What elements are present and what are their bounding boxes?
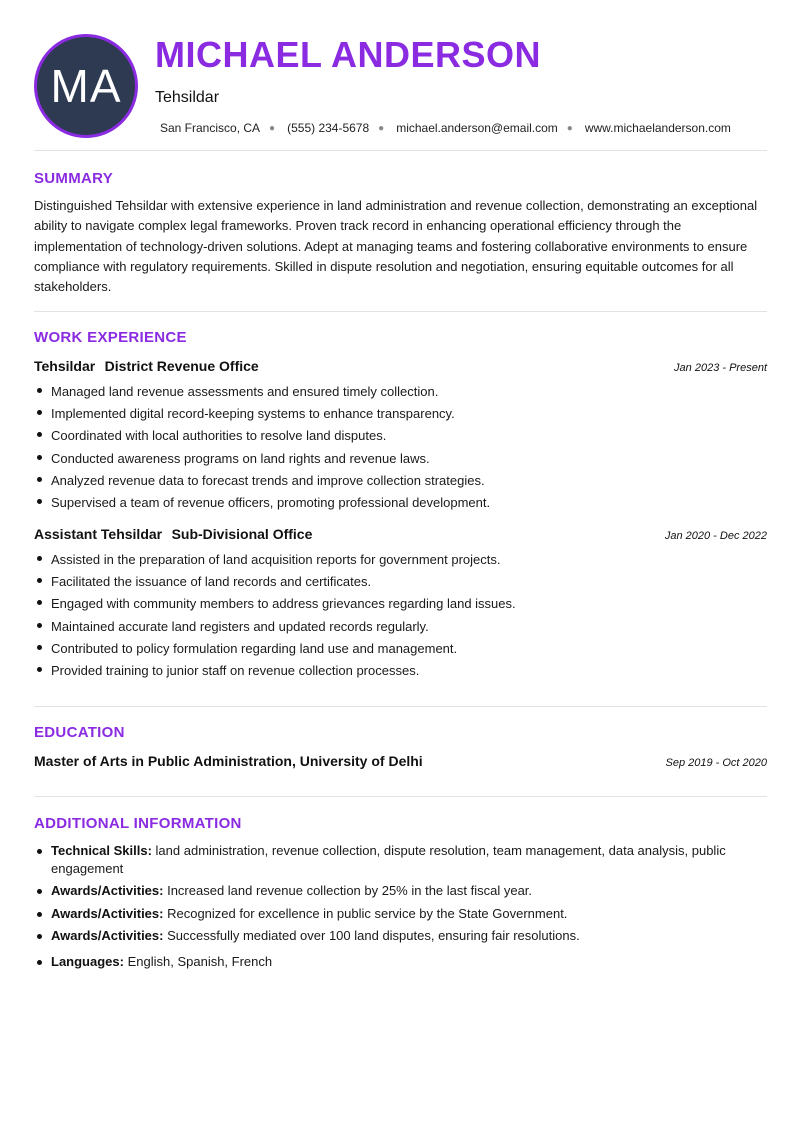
additional-list <box>34 842 767 971</box>
bullet-separator-icon: ● <box>566 122 573 134</box>
job-entry <box>34 526 767 682</box>
job-title: Tehsildar <box>34 358 96 374</box>
candidate-role: Tehsildar <box>155 89 220 106</box>
contact-phone: (555) 234-5678 <box>287 121 370 135</box>
list-item <box>34 927 767 945</box>
list-item: Facilitated the issuance of land records and certificates. <box>34 571 767 593</box>
education-date: Sep 2019 - Oct 2020 <box>665 757 767 769</box>
divider <box>34 796 767 797</box>
list-item: Assisted in the preparation of land acquisition reports for government projects. <box>34 549 767 571</box>
item-text: Successfully mediated over 100 land disputes, ensuring fair resolutions. <box>167 928 580 944</box>
item-text: land administration, revenue collection, dispute resolution, team management, data analysis, public engagement <box>51 843 726 876</box>
resume-header <box>0 0 800 150</box>
experience-section <box>34 329 767 346</box>
item-label: Awards/Activities: <box>51 928 164 944</box>
section-title-summary: SUMMARY <box>34 170 114 187</box>
list-item: Managed land revenue assessments and ensured timely collection. <box>34 381 767 403</box>
job-entry <box>34 358 767 514</box>
list-item <box>34 842 767 878</box>
bullet-separator-icon: ● <box>269 122 276 134</box>
job-title: Assistant Tehsildar <box>34 526 163 542</box>
divider <box>34 311 767 312</box>
section-title-education: EDUCATION <box>34 724 125 741</box>
list-item: Engaged with community members to address grievances regarding land issues. <box>34 593 767 615</box>
section-title-experience: WORK EXPERIENCE <box>34 329 187 346</box>
candidate-name: MICHAEL ANDERSON <box>155 34 542 75</box>
item-text: Increased land revenue collection by 25% in the last fiscal year. <box>167 883 533 899</box>
job-date: Jan 2023 - Present <box>674 362 767 374</box>
divider <box>34 150 767 151</box>
item-label: Technical Skills: <box>51 843 152 858</box>
list-item: Implemented digital record-keeping systems to enhance transparency. <box>34 403 767 425</box>
list-item: Coordinated with local authorities to resolve land disputes. <box>34 425 767 447</box>
list-item: Conducted awareness programs on land rights and revenue laws. <box>34 448 767 470</box>
item-label: Languages: <box>51 954 124 970</box>
job-bullets <box>34 381 767 514</box>
additional-section <box>34 815 767 976</box>
list-item: Supervised a team of revenue officers, promoting professional development. <box>34 492 767 514</box>
list-item <box>34 953 767 971</box>
section-title-additional: ADDITIONAL INFORMATION <box>34 815 242 832</box>
list-item: Contributed to policy formulation regarding land use and management. <box>34 638 767 660</box>
divider <box>34 706 767 707</box>
contact-email[interactable]: michael.anderson@email.com <box>396 121 558 135</box>
item-label: Awards/Activities: <box>51 905 164 921</box>
job-header <box>34 358 767 376</box>
list-item <box>34 905 767 923</box>
avatar-initials: MA <box>50 60 122 112</box>
avatar <box>34 34 138 138</box>
job-header <box>34 526 767 544</box>
list-item: Maintained accurate land registers and updated records regularly. <box>34 616 767 638</box>
summary-section <box>34 170 767 297</box>
list-item <box>34 882 767 900</box>
list-item: Analyzed revenue data to forecast trends and improve collection strategies. <box>34 470 767 492</box>
job-date: Jan 2020 - Dec 2022 <box>664 530 767 542</box>
education-section <box>34 724 767 769</box>
contact-website[interactable]: www.michaelanderson.com <box>584 121 731 135</box>
job-bullets <box>34 549 767 682</box>
education-entry <box>34 753 767 769</box>
job-organization: Sub-Divisional Office <box>171 526 313 542</box>
item-label: Awards/Activities: <box>51 883 164 899</box>
item-text: Recognized for excellence in public service by the State Government. <box>167 905 568 921</box>
summary-text: Distinguished Tehsildar with extensive experience in land administration and revenue collection, demonstrating an exceptional ability to navigate complex legal frameworks. Proven track record in enhancing operational efficiency through the implementation of technology-driven solutions. Adept at managing teams and fostering collaborative environments to ensure compliance with regulatory requirements. Skilled in dispute resolution and negotiation, ensuring equitable outcomes for all stakeholders. <box>34 198 758 295</box>
degree-title: Master of Arts in Public Administration, University of Delhi <box>34 753 423 769</box>
contact-location: San Francisco, CA <box>160 121 261 135</box>
list-item: Provided training to junior staff on revenue collection processes. <box>34 660 767 682</box>
bullet-separator-icon: ● <box>378 122 385 134</box>
contact-line <box>160 121 731 135</box>
item-text: English, Spanish, French <box>127 954 273 970</box>
job-organization: District Revenue Office <box>104 358 259 374</box>
